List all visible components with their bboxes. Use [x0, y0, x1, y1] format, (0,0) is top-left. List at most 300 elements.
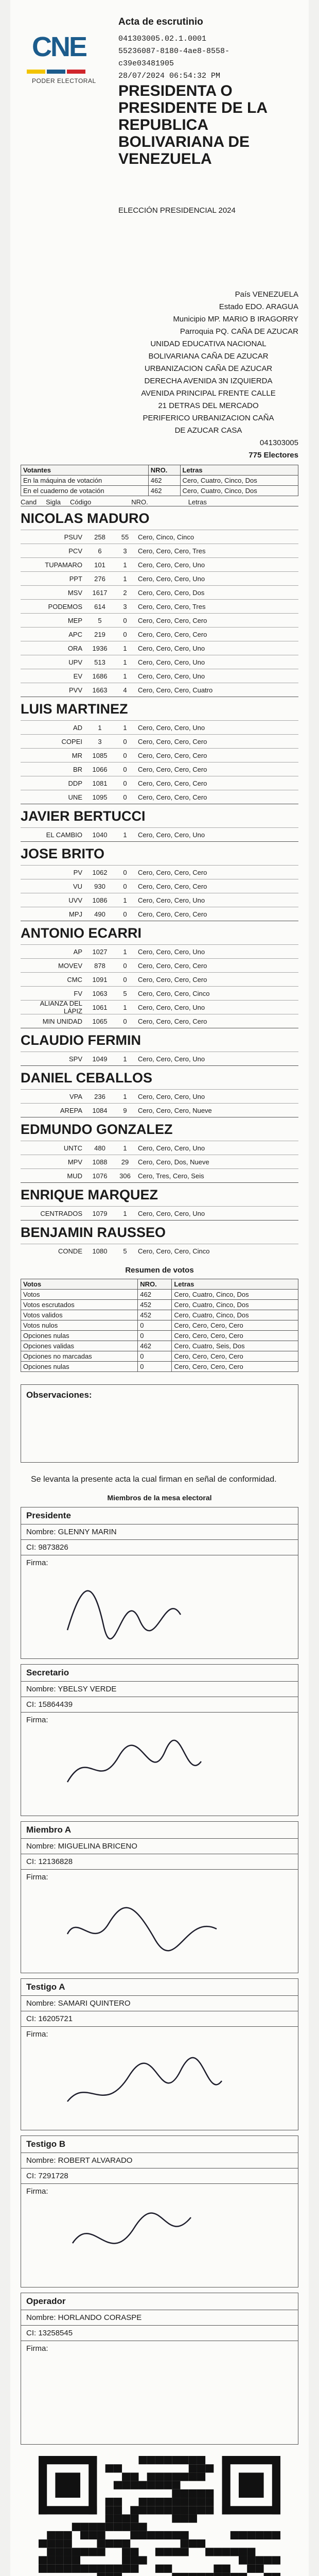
- qr-module: [255, 2556, 263, 2564]
- qr-module: [88, 2565, 97, 2573]
- party-votos: 1: [123, 831, 127, 839]
- acta-header: [10, 0, 309, 289]
- acta-title: Acta de escrutinio: [118, 16, 203, 27]
- party-votos: 1: [123, 1092, 127, 1100]
- party-votos: 0: [123, 961, 127, 970]
- party-row: [21, 1206, 298, 1220]
- party-codigo: 236: [94, 1092, 105, 1100]
- qr-module: [181, 2573, 189, 2576]
- table-cell: Cero, Cero, Cero, Cero: [172, 1351, 298, 1362]
- qr-module: [64, 2539, 72, 2548]
- party-sigla: UNE: [68, 793, 82, 801]
- qr-module: [264, 2556, 272, 2564]
- party-codigo: 1081: [92, 779, 108, 787]
- title-line: PRESIDENTA O: [118, 82, 233, 99]
- qr-module: [88, 2523, 97, 2531]
- member-signature-area: [21, 1870, 298, 1973]
- qr-module: [164, 2506, 172, 2514]
- qr-finder: [39, 2456, 97, 2464]
- table-header-cell: Votantes: [21, 465, 149, 476]
- candidate-block: [21, 1117, 298, 1182]
- party-row: [21, 585, 298, 599]
- table-row: [21, 1331, 298, 1341]
- table-header-cell: Letras: [180, 465, 298, 476]
- qr-module: [147, 2481, 155, 2489]
- candidate-block: [21, 506, 298, 697]
- acta-datetime: 28/07/2024 06:54:32 PM: [118, 72, 221, 80]
- party-codigo: 614: [94, 602, 105, 611]
- member-box: [21, 2136, 298, 2287]
- party-row: [21, 530, 298, 544]
- table-cell: Cero, Cuatro, Cinco, Dos: [172, 1310, 298, 1320]
- qr-module: [47, 2565, 55, 2573]
- party-row: [21, 599, 298, 613]
- party-row: [21, 1244, 298, 1258]
- party-row: [21, 557, 298, 571]
- qr-module: [39, 2539, 47, 2548]
- table-cell: 462: [148, 476, 180, 486]
- logo-flag-bars: [27, 67, 88, 72]
- member-firma-label: Firma:: [26, 2344, 48, 2353]
- party-sigla: PVV: [68, 686, 82, 694]
- table-header-cell: Letras: [172, 1279, 298, 1290]
- party-sigla: MIN UNIDAD: [42, 1017, 82, 1025]
- qr-module: [172, 2531, 180, 2539]
- conformidad-text: Se levanta la presente acta la cual firman en señal de conformidad.: [31, 1475, 277, 1484]
- party-codigo: 1091: [92, 975, 108, 984]
- member-ci: CI: 12136828: [21, 1854, 298, 1870]
- candidates-list: [10, 506, 309, 1258]
- party-row: [21, 1141, 298, 1155]
- qr-module: [122, 2481, 130, 2489]
- party-codigo: 1663: [92, 686, 108, 694]
- qr-module: [147, 2531, 155, 2539]
- qr-finder: [239, 2472, 264, 2498]
- qr-module: [122, 2514, 130, 2522]
- party-letras: Cero, Cero, Cero, Uno: [138, 644, 205, 652]
- qr-module: [272, 2531, 280, 2539]
- votantes-table: [21, 465, 298, 496]
- party-votos: 1: [123, 1003, 127, 1011]
- party-votos: 1: [123, 644, 127, 652]
- qr-module: [114, 2514, 122, 2522]
- party-row: [21, 762, 298, 776]
- party-votos: 0: [123, 910, 127, 918]
- page-title: [118, 82, 298, 167]
- qr-module: [64, 2565, 72, 2573]
- party-letras: Cero, Cero, Cero, Cero: [138, 910, 207, 918]
- party-sigla: BR: [73, 765, 82, 773]
- direccion-line: 21 DETRAS DEL MERCADO: [158, 401, 259, 410]
- member-role: Miembro A: [21, 1822, 298, 1839]
- qr-module: [264, 2531, 272, 2539]
- party-votos: 0: [123, 882, 127, 890]
- qr-module: [164, 2565, 172, 2573]
- qr-module: [47, 2539, 55, 2548]
- qr-module: [64, 2548, 72, 2556]
- qr-module: [122, 2523, 130, 2531]
- table-cell: Votos validos: [21, 1310, 138, 1320]
- table-cell: 452: [138, 1300, 172, 1310]
- party-sigla: EV: [73, 672, 82, 680]
- party-votos: 9: [123, 1106, 127, 1114]
- table-cell: Cero, Cuatro, Cinco, Dos: [180, 486, 298, 496]
- signature-stroke: [67, 1908, 217, 1951]
- qr-module: [247, 2556, 255, 2564]
- qr-module: [197, 2573, 205, 2576]
- resumen-votos: [21, 1266, 298, 1372]
- direccion-line: URBANIZACION CAÑA DE AZUCAR: [144, 364, 273, 373]
- table-row: [21, 486, 298, 496]
- party-votos: 1: [123, 672, 127, 680]
- party-codigo: 480: [94, 1144, 105, 1152]
- handwritten-signature: [62, 1883, 237, 1965]
- acta-serial-2: c39e03481905: [118, 59, 174, 68]
- table-cell: Votos: [21, 1290, 138, 1300]
- candidate-block: [21, 921, 298, 1028]
- qr-module: [205, 2464, 214, 2472]
- qr-module: [181, 2498, 189, 2506]
- candidate-block: [21, 804, 298, 841]
- acta-serial-1: 55236087-8180-4ae8-8558-: [118, 47, 230, 56]
- qr-module: [164, 2456, 172, 2464]
- party-codigo: 930: [94, 882, 105, 890]
- member-signature-area: [21, 2341, 298, 2444]
- qr-module: [214, 2548, 222, 2556]
- qr-module: [197, 2498, 205, 2506]
- party-letras: Cero, Cero, Cero, Cero: [138, 779, 207, 787]
- qr-module: [155, 2481, 164, 2489]
- party-sigla: TUPAMARO: [45, 561, 82, 569]
- party-letras: Cero, Cero, Cero, Dos: [138, 588, 205, 597]
- qr-module: [222, 2573, 231, 2576]
- table-header-cell: Votos: [21, 1279, 138, 1290]
- qr-module: [189, 2489, 197, 2498]
- table-cell: Cero, Cuatro, Cinco, Dos: [172, 1300, 298, 1310]
- qr-module: [164, 2472, 172, 2481]
- party-codigo: 1617: [92, 588, 108, 597]
- party-letras: Cero, Cero, Cero, Uno: [138, 1003, 205, 1011]
- party-votos: 1: [123, 561, 127, 569]
- party-votos: 0: [123, 630, 127, 638]
- party-letras: Cero, Cero, Cero, Cinco: [138, 989, 210, 997]
- party-votos: 2: [123, 588, 127, 597]
- table-cell: Opciones nulas: [21, 1362, 138, 1372]
- qr-finder: [39, 2506, 97, 2514]
- party-letras: Cero, Cero, Cero, Cero: [138, 961, 207, 970]
- table-cell: Opciones no marcadas: [21, 1351, 138, 1362]
- party-codigo: 6: [98, 547, 102, 555]
- qr-module: [247, 2531, 255, 2539]
- party-row: [21, 986, 298, 1000]
- member-nombre: Nombre: GLENNY MARIN: [21, 1524, 298, 1540]
- qr-module: [214, 2565, 222, 2573]
- party-sigla: VPA: [69, 1092, 82, 1100]
- party-codigo: 1079: [92, 1209, 108, 1217]
- party-sigla: UPV: [68, 658, 82, 666]
- party-letras: Cero, Cero, Cero, Cero: [138, 765, 207, 773]
- party-codigo: 878: [94, 961, 105, 970]
- table-header-row: [21, 465, 298, 476]
- qr-module: [155, 2498, 164, 2506]
- qr-module: [155, 2506, 164, 2514]
- qr-module: [97, 2548, 105, 2556]
- qr-module: [130, 2531, 138, 2539]
- qr-module: [138, 2531, 147, 2539]
- party-sigla: APC: [68, 630, 82, 638]
- candidate-name: DANIEL CEBALLOS: [21, 1065, 298, 1089]
- qr-module: [105, 2565, 114, 2573]
- qr-module: [39, 2565, 47, 2573]
- qr-module: [197, 2472, 205, 2481]
- party-votos: 5: [123, 1247, 127, 1255]
- party-votos: 0: [123, 975, 127, 984]
- member-ci: CI: 13258545: [21, 2326, 298, 2341]
- party-sigla: COPEI: [61, 737, 82, 745]
- table-cell: Cero, Cuatro, Cinco, Dos: [180, 476, 298, 486]
- party-row: [21, 627, 298, 641]
- member-signature-area: [21, 1555, 298, 1658]
- party-letras: Cero, Cinco, Cinco: [138, 533, 194, 541]
- qr-finder: [272, 2456, 280, 2514]
- table-cell: Cero, Cero, Cero, Cero: [172, 1320, 298, 1331]
- party-letras: Cero, Cero, Cero, Cero: [138, 882, 207, 890]
- qr-module: [189, 2498, 197, 2506]
- qr-module: [138, 2456, 147, 2464]
- qr-module: [114, 2506, 122, 2514]
- election-name: ELECCIÓN PRESIDENCIAL 2024: [118, 206, 236, 215]
- party-row: [21, 958, 298, 972]
- qr-module: [55, 2531, 63, 2539]
- party-sigla: AP: [73, 947, 82, 956]
- table-row: [21, 1310, 298, 1320]
- party-row: [21, 865, 298, 879]
- candidate-block: [21, 1028, 298, 1065]
- party-codigo: 219: [94, 630, 105, 638]
- qr-module: [181, 2506, 189, 2514]
- party-sigla: DDP: [68, 779, 82, 787]
- table-cell: 462: [138, 1290, 172, 1300]
- party-votos: 1: [123, 658, 127, 666]
- qr-module: [114, 2464, 122, 2472]
- party-codigo: 1076: [92, 1172, 108, 1180]
- qr-module: [181, 2514, 189, 2522]
- qr-module: [105, 2523, 114, 2531]
- qr-module: [239, 2531, 247, 2539]
- member-ci: CI: 15864439: [21, 1697, 298, 1713]
- qr-module: [155, 2565, 164, 2573]
- title-line: PRESIDENTE DE LA: [118, 99, 268, 116]
- col-letras: Letras: [188, 498, 207, 506]
- candidate-name: BENJAMIN RAUSSEO: [21, 1220, 298, 1244]
- qr-module: [122, 2539, 130, 2548]
- qr-module: [138, 2523, 147, 2531]
- party-row: [21, 669, 298, 683]
- member-role: Operador: [21, 2293, 298, 2310]
- party-votos: 55: [121, 533, 129, 541]
- qr-module: [172, 2514, 180, 2522]
- qr-module: [231, 2531, 239, 2539]
- logo-subtitle: PODER ELECTORAL: [32, 77, 96, 84]
- party-codigo: 513: [94, 658, 105, 666]
- qr-module: [47, 2531, 55, 2539]
- party-letras: Cero, Cero, Cero, Uno: [138, 896, 205, 904]
- party-row: [21, 944, 298, 958]
- party-codigo: 1936: [92, 644, 108, 652]
- party-letras: Cero, Cero, Cero, Cero: [138, 793, 207, 801]
- qr-module: [147, 2506, 155, 2514]
- party-sigla: VU: [73, 882, 82, 890]
- qr-module: [247, 2565, 255, 2573]
- table-cell: Votos escrutados: [21, 1300, 138, 1310]
- party-sigla: MEP: [67, 616, 82, 624]
- party-row: [21, 776, 298, 790]
- qr-module: [181, 2539, 189, 2548]
- party-row: [21, 544, 298, 557]
- table-header-row: [21, 1279, 298, 1290]
- signature-stroke: [67, 1591, 181, 1639]
- table-cell: Votos nulos: [21, 1320, 138, 1331]
- party-votos: 1: [123, 896, 127, 904]
- centro-line: UNIDAD EDUCATIVA NACIONAL: [150, 340, 267, 348]
- party-codigo: 1066: [92, 765, 108, 773]
- qr-module: [189, 2472, 197, 2481]
- party-votos: 4: [123, 686, 127, 694]
- party-letras: Cero, Cero, Cero, Uno: [138, 1209, 205, 1217]
- signature-stroke: [67, 1740, 201, 1782]
- table-header-cell: NRO.: [148, 465, 180, 476]
- qr-module: [88, 2531, 97, 2539]
- qr-module: [138, 2556, 147, 2564]
- member-firma-label: Firma:: [26, 1558, 48, 1567]
- table-cell: Opciones nulas: [21, 1331, 138, 1341]
- party-letras: Cero, Cero, Cero, Uno: [138, 947, 205, 956]
- qr-module: [64, 2531, 72, 2539]
- member-ci: CI: 9873826: [21, 1540, 298, 1555]
- party-votos: 1: [123, 1209, 127, 1217]
- party-row: [21, 907, 298, 921]
- party-table-header: [21, 498, 298, 506]
- table-cell: Cero, Cero, Cero, Cero: [172, 1331, 298, 1341]
- party-codigo: 276: [94, 574, 105, 583]
- member-role: Presidente: [21, 1507, 298, 1524]
- candidate-name: JOSE BRITO: [21, 841, 298, 865]
- party-codigo: 1088: [92, 1158, 108, 1166]
- party-votos: 0: [123, 737, 127, 745]
- qr-module: [181, 2489, 189, 2498]
- qr-module: [189, 2506, 197, 2514]
- qr-module: [97, 2523, 105, 2531]
- table-row: [21, 476, 298, 486]
- table-cell: 462: [138, 1341, 172, 1351]
- party-row: [21, 1089, 298, 1103]
- party-row: [21, 790, 298, 804]
- qr-module: [197, 2489, 205, 2498]
- acta-document: [10, 0, 309, 2576]
- table-cell: En el cuaderno de votación: [21, 486, 149, 496]
- qr-code: [39, 2456, 280, 2576]
- party-codigo: 1049: [92, 1055, 108, 1063]
- qr-module: [172, 2548, 180, 2556]
- party-letras: Cero, Cero, Cero, Cero: [138, 1017, 207, 1025]
- party-row: [21, 1052, 298, 1065]
- party-row: [21, 720, 298, 734]
- qr-module: [147, 2472, 155, 2481]
- party-letras: Cero, Cero, Cero, Nueve: [138, 1106, 212, 1114]
- estado: Estado EDO. ARAGUA: [219, 302, 298, 311]
- qr-module: [172, 2489, 180, 2498]
- table-cell: 462: [148, 486, 180, 496]
- qr-module: [172, 2506, 180, 2514]
- signature-stroke: [73, 2213, 191, 2243]
- party-codigo: 1027: [92, 947, 108, 956]
- party-letras: Cero, Cero, Cero, Cuatro: [138, 686, 213, 694]
- qr-module: [97, 2573, 105, 2576]
- party-row: [21, 893, 298, 907]
- member-signature-area: [21, 2184, 298, 2287]
- party-row: [21, 655, 298, 669]
- qr-module: [181, 2456, 189, 2464]
- qr-module: [122, 2556, 130, 2564]
- qr-module: [114, 2523, 122, 2531]
- qr-module: [105, 2498, 114, 2506]
- member-role: Testigo B: [21, 2136, 298, 2153]
- observaciones-label: Observaciones:: [26, 1390, 92, 1400]
- qr-module: [197, 2539, 205, 2548]
- party-votos: 0: [123, 779, 127, 787]
- party-sigla: CMC: [67, 975, 82, 984]
- qr-module: [231, 2573, 239, 2576]
- party-row: [21, 1103, 298, 1117]
- qr-module: [97, 2531, 105, 2539]
- centro-line: BOLIVARIANA CAÑA DE AZUCAR: [148, 352, 269, 361]
- candidate-block: [21, 1182, 298, 1220]
- miembros-title: Miembros de la mesa electoral: [107, 1494, 212, 1502]
- member-nombre: Nombre: SAMARI QUINTERO: [21, 1996, 298, 2011]
- qr-module: [239, 2548, 247, 2556]
- qr-module: [138, 2498, 147, 2506]
- col-cand: Cand: [21, 498, 37, 506]
- party-sigla: PPT: [69, 574, 82, 583]
- col-sigla: Sigla: [46, 498, 61, 506]
- pais: País VENEZUELA: [235, 290, 298, 299]
- party-letras: Cero, Cero, Cero, Uno: [138, 1092, 205, 1100]
- qr-module: [172, 2573, 180, 2576]
- member-ci: CI: 16205721: [21, 2011, 298, 2027]
- party-row: [21, 827, 298, 841]
- qr-module: [64, 2556, 72, 2564]
- party-row: [21, 1168, 298, 1182]
- qr-module: [122, 2548, 130, 2556]
- member-role: Testigo A: [21, 1979, 298, 1996]
- qr-module: [72, 2548, 80, 2556]
- municipio: Municipio MP. MARIO B IRAGORRY: [173, 315, 298, 324]
- qr-module: [130, 2472, 138, 2481]
- resumen-title: Resumen de votos: [125, 1266, 194, 1275]
- qr-module: [147, 2498, 155, 2506]
- party-codigo: 1: [98, 723, 102, 732]
- qr-module: [105, 2514, 114, 2522]
- qr-module: [130, 2481, 138, 2489]
- party-codigo: 5: [98, 616, 102, 624]
- qr-module: [130, 2506, 138, 2514]
- member-signature-area: [21, 2027, 298, 2130]
- party-votos: 1: [123, 947, 127, 956]
- candidate-name: CLAUDIO FERMIN: [21, 1028, 298, 1052]
- qr-module: [114, 2481, 122, 2489]
- party-letras: Cero, Cero, Cero, Uno: [138, 672, 205, 680]
- party-votos: 1: [123, 1144, 127, 1152]
